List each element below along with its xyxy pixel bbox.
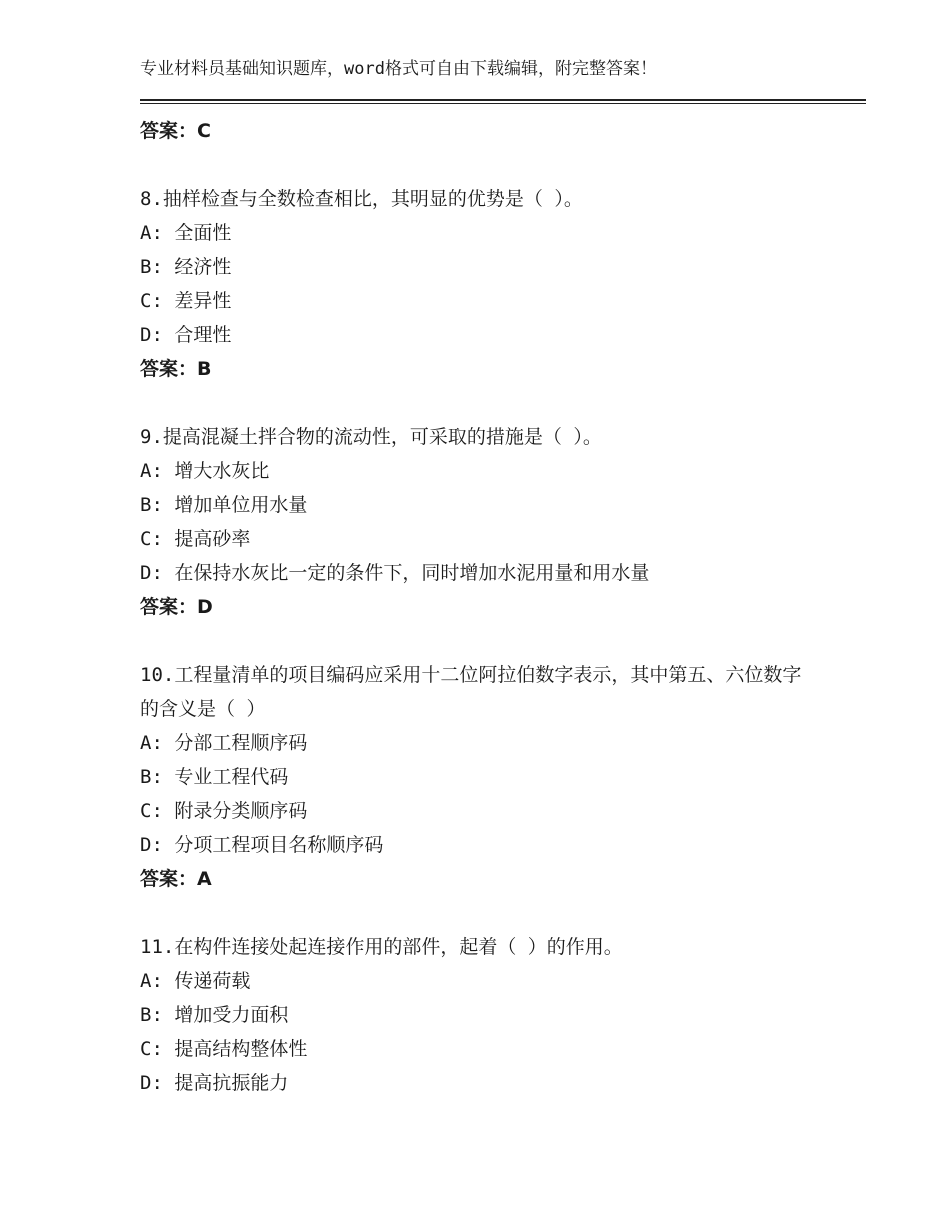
spacer [140,624,870,658]
option-b: B: 经济性 [140,256,232,278]
question-block [140,658,870,896]
answer-label: 答案： [140,358,198,380]
answer-line [140,352,870,386]
option-c: C: 差异性 [140,290,232,312]
header-rule-thick [140,99,866,101]
spacer [140,386,870,420]
option-d: D: 在保持水灰比一定的条件下，同时增加水泥用量和用水量 [140,562,650,584]
answer-label: 答案： [140,868,198,890]
question-block [140,930,870,1100]
question-stem: 9.提高混凝土拌合物的流动性，可采取的措施是（ ）。 [140,426,602,448]
option-d: D: 合理性 [140,324,232,346]
question-stem: 10.工程量清单的项目编码应采用十二位阿拉伯数字表示，其中第五、六位数字的含义是（ ） [140,664,802,720]
option-c: C: 提高结构整体性 [140,1038,308,1060]
content-body [140,114,870,1100]
option-b: B: 增加单位用水量 [140,494,308,516]
option-c: C: 附录分类顺序码 [140,800,308,822]
answer-label: 答案： [140,596,198,618]
answer-line [140,862,870,896]
spacer [140,148,870,182]
option-a: A: 增大水灰比 [140,460,270,482]
answer-label: 答案： [140,120,198,142]
question-block [140,182,870,386]
answer-value: D [197,596,213,618]
page-header: 专业材料员基础知识题库，word格式可自由下载编辑，附完整答案！ [140,59,657,79]
option-c: C: 提高砂率 [140,528,251,550]
spacer [140,896,870,930]
header-rule-thin [140,103,866,104]
option-a: A: 传递荷载 [140,970,251,992]
option-a: A: 全面性 [140,222,232,244]
question-stem: 8.抽样检查与全数检查相比，其明显的优势是（ ）。 [140,188,583,210]
option-b: B: 增加受力面积 [140,1004,289,1026]
answer-line [140,590,870,624]
option-a: A: 分部工程顺序码 [140,732,308,754]
option-b: B: 专业工程代码 [140,766,289,788]
question-block [140,420,870,624]
answer-value: A [197,868,212,890]
answer-value: C [197,120,211,142]
answer-line [140,114,870,148]
question-stem: 11.在构件连接处起连接作用的部件，起着（ ）的作用。 [140,936,623,958]
option-d: D: 提高抗振能力 [140,1072,289,1094]
option-d: D: 分项工程项目名称顺序码 [140,834,384,856]
answer-value: B [197,358,212,380]
